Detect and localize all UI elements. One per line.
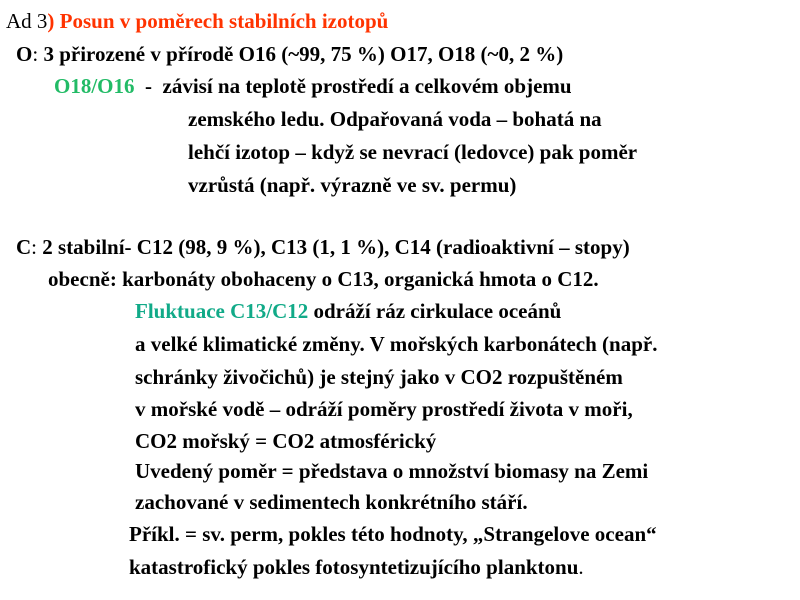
carbon-example-2: katastrofický pokles fotosyntetizujícího planktonu [129, 555, 579, 579]
oxygen-intro: 3 přirozené v přírodě O16 (~99, 75 %) O17, O18 (~0, 2 %) [43, 42, 564, 66]
oxygen-colon: : [32, 42, 39, 66]
slide-title [6, 8, 388, 34]
section-paren: ) [47, 9, 55, 33]
carbon-line-1: a velké klimatické změny. V mořských karbonátech (např. [135, 332, 658, 356]
carbon-general: obecně: karbonáty obohaceny o C13, organická hmota o C12. [48, 267, 599, 291]
oxygen-line-3: lehčí izotop – když se nevrací (ledovce) pak poměr [188, 140, 638, 164]
carbon-line-4: CO2 mořský = CO2 atmosférický [135, 429, 437, 453]
oxygen-intro-line [16, 41, 563, 67]
carbon-fluct-label: Fluktuace C13/C12 [135, 299, 309, 323]
carbon-fluct-line [135, 298, 561, 324]
carbon-intro-line [16, 234, 630, 260]
oxygen-label: O [16, 42, 33, 66]
carbon-intro: 2 stabilní- C12 (98, 9 %), C13 (1, 1 %), C14 (radioaktivní – stopy) [42, 235, 630, 259]
carbon-line-6: zachované v sedimentech konkrétního stáří. [135, 490, 528, 514]
oxygen-ratio-label: O18/O16 [54, 74, 135, 98]
oxygen-line-4: vzrůstá (např. výrazně ve sv. permu) [188, 173, 517, 197]
carbon-label: C [16, 235, 32, 259]
carbon-example-2-line [129, 554, 584, 580]
carbon-fluct-text: odráží ráz cirkulace oceánů [313, 299, 562, 323]
section-number: Ad 3 [6, 9, 48, 33]
oxygen-line-1: závisí na teplotě prostředí a celkovém objemu [162, 74, 572, 98]
carbon-colon: : [31, 235, 38, 259]
oxygen-line-2: zemského ledu. Odpařovaná voda – bohatá na [188, 107, 602, 131]
carbon-example-2-period: . [578, 555, 584, 579]
carbon-line-5: Uvedený poměr = představa o množství biomasy na Zemi [135, 459, 649, 483]
carbon-line-3: v mořské vodě – odráží poměry prostředí života v moři, [135, 397, 633, 421]
oxygen-ratio-line [54, 73, 572, 99]
carbon-line-2: schránky živočichů) je stejný jako v CO2 rozpuštěném [135, 365, 623, 389]
carbon-example-1: Příkl. = sv. perm, pokles této hodnoty, „Strangelove ocean“ [129, 522, 657, 546]
oxygen-ratio-dash: - [145, 74, 153, 98]
section-heading: Posun v poměrech stabilních izotopů [59, 9, 389, 33]
